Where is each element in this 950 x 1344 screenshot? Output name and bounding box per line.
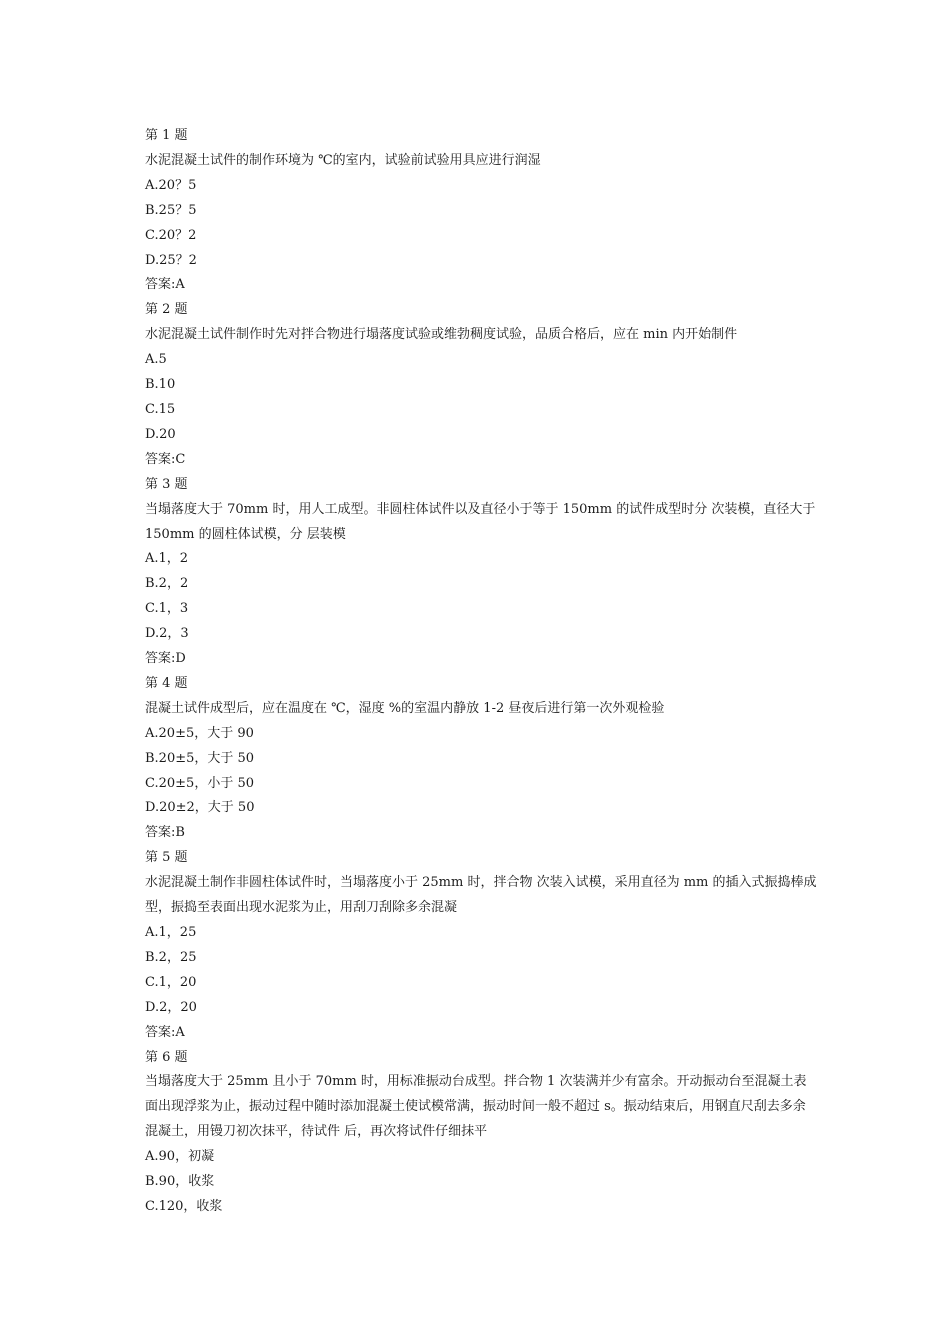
option-a: A.5 [145, 352, 167, 368]
option-c: C.120，收浆 [145, 1198, 223, 1214]
option-c: C.20？2 [145, 227, 197, 243]
answer: 答案:B [145, 825, 185, 841]
question-title: 第 1 题 [145, 128, 188, 143]
question-2 [145, 298, 817, 472]
option-b: B.25？5 [145, 202, 197, 218]
option-d: D.20 [145, 426, 176, 442]
question-1 [145, 124, 817, 298]
option-c: C.20±5，小于 50 [145, 775, 254, 791]
question-5 [145, 846, 817, 1045]
question-title: 第 6 题 [145, 1049, 188, 1065]
question-stem: 当塌落度大于 25mm 且小于 70mm 时，用标准振动台成型。拌合物 1 次装满并少有富余。开动振动台至混凝土表面出现浮浆为止，振动过程中随时添加混凝土使试模常满，振动时间一般不超过 s。振动结束后，用钢直尺刮去多余混凝土，用镘刀初次抹平，待试件 后，再次将试件仔细抹平 [145, 1074, 807, 1140]
answer: 答案:A [145, 277, 185, 293]
option-d: D.2，3 [145, 626, 189, 642]
option-a: A.20？5 [145, 177, 197, 193]
question-6 [145, 1046, 817, 1220]
question-title: 第 2 题 [145, 302, 188, 318]
answer: 答案:C [145, 451, 186, 467]
document-page [145, 124, 817, 1220]
question-title: 第 5 题 [145, 850, 188, 866]
option-a: A.20±5，大于 90 [145, 725, 254, 741]
question-stem: 水泥混凝土试件的制作环境为 ℃的室内，试验前试验用具应进行润湿 [145, 152, 541, 168]
question-stem: 混凝土试件成型后，应在温度在 ℃，湿度 %的室温内静放 1-2 昼夜后进行第一次外观检验 [145, 700, 665, 716]
option-d: D.25？2 [145, 252, 197, 268]
option-a: A.90，初凝 [145, 1149, 215, 1165]
option-b: B.2，2 [145, 576, 189, 592]
question-3 [145, 473, 817, 672]
question-title: 第 3 题 [145, 476, 188, 492]
option-b: B.10 [145, 377, 176, 393]
answer: 答案:A [145, 1024, 185, 1040]
option-b: B.90，收浆 [145, 1174, 215, 1190]
option-b: B.20±5，大于 50 [145, 750, 255, 766]
question-stem: 当塌落度大于 70mm 时，用人工成型。非圆柱体试件以及直径小于等于 150mm 的试件成型时分 次装模，直径大于 150mm 的圆柱体试模，分 层装模 [145, 501, 816, 542]
option-d: D.20±2，大于 50 [145, 800, 255, 816]
option-c: C.1，3 [145, 601, 189, 617]
question-stem: 水泥混凝土试件制作时先对拌合物进行塌落度试验或维勃稠度试验，品质合格后，应在 min 内开始制件 [145, 327, 738, 343]
question-title: 第 4 题 [145, 675, 188, 691]
option-d: D.2，20 [145, 999, 197, 1015]
question-4 [145, 672, 817, 846]
option-b: B.2，25 [145, 949, 197, 965]
option-c: C.1，20 [145, 974, 197, 990]
option-c: C.15 [145, 401, 176, 417]
option-a: A.1，25 [145, 925, 197, 940]
option-a: A.1，2 [145, 551, 189, 567]
answer: 答案:D [145, 651, 186, 667]
question-stem: 水泥混凝土制作非圆柱体试件时，当塌落度小于 25mm 时，拌合物 次装入试模，采用直径为 mm 的插入式振捣棒成型，振捣至表面出现水泥浆为止，用刮刀刮除多余混凝 [145, 875, 817, 916]
